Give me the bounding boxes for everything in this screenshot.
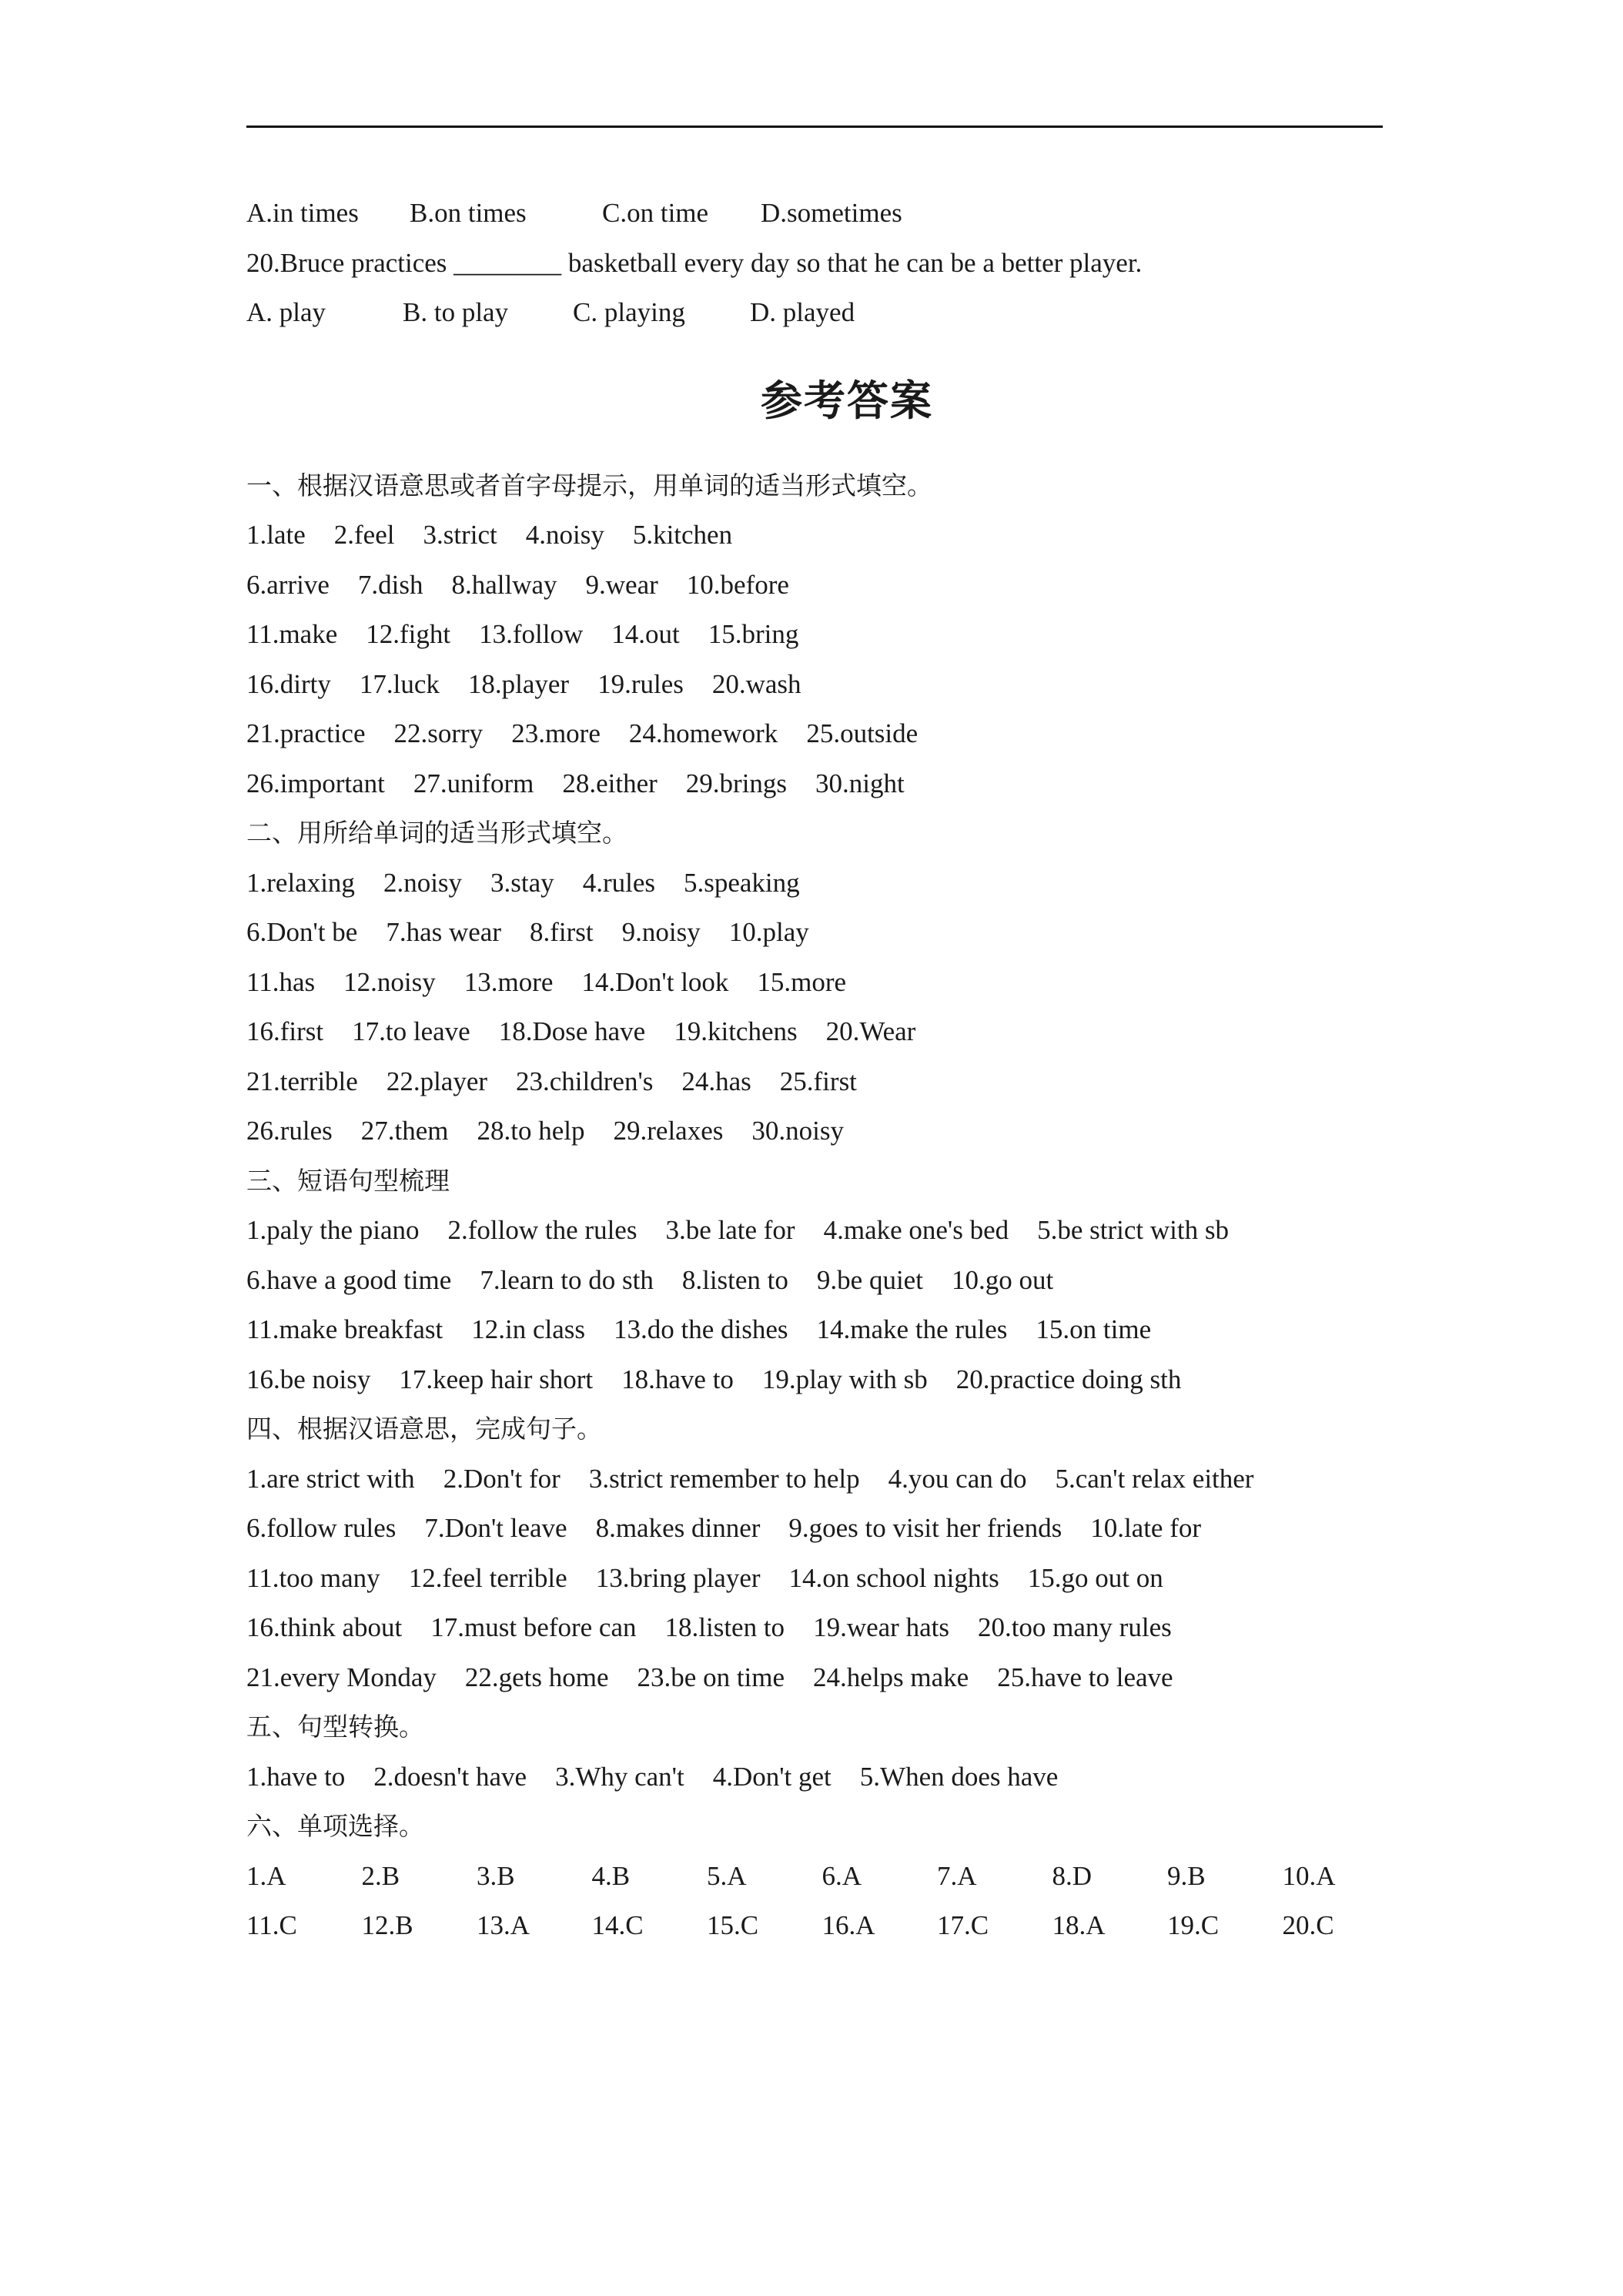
answer-item: 8.first [530, 917, 594, 947]
answer-item: 6.follow rules [246, 1513, 397, 1543]
answer-item: 9.B [1167, 1860, 1206, 1891]
answer-item: 19.C [1167, 1910, 1220, 1940]
answer-item: 11.make breakfast [246, 1314, 443, 1344]
answer-item: 5.kitchen [632, 520, 733, 550]
answer-line [246, 858, 1386, 909]
answer-item: 3.be late for [665, 1215, 795, 1245]
answer-line [246, 958, 1386, 1008]
answer-line [246, 1752, 1386, 1802]
answer-item: 22.gets home [464, 1662, 609, 1692]
answer-item: 20.Wear [825, 1016, 916, 1046]
answer-item: 13.more [463, 966, 554, 997]
answer-item: 18.A [1052, 1910, 1106, 1940]
answer-item: 2.noisy [383, 867, 463, 898]
answer-item: 13.A [477, 1910, 530, 1940]
answer-line [246, 1653, 1386, 1703]
answer-item: 19.play with sb [761, 1364, 928, 1394]
answer-item: 25.first [779, 1066, 857, 1096]
answer-item: 2.feel [333, 520, 395, 550]
answer-item: 11.C [246, 1910, 297, 1940]
answer-item: 1.are strict with [246, 1463, 415, 1494]
answer-item: 9.noisy [621, 917, 701, 947]
answer-item: 4.Don't get [712, 1761, 832, 1792]
answer-item: 9.be quiet [816, 1264, 923, 1295]
answer-item: 18.have to [621, 1364, 734, 1394]
answer-item: 15.go out on [1027, 1562, 1163, 1593]
answer-item: 6.A [822, 1860, 862, 1891]
answer-item: 22.player [386, 1066, 488, 1096]
answer-item: 7.has wear [386, 917, 501, 947]
answer-item: 1.relaxing [246, 867, 355, 898]
header-rule [246, 126, 1383, 128]
answer-item: 14.C [591, 1910, 644, 1940]
answer-item: 27.them [360, 1116, 449, 1146]
answer-item: 19.wear hats [813, 1612, 949, 1642]
answer-item: 11.make [246, 619, 338, 649]
answer-item: 25.have to leave [997, 1662, 1173, 1692]
answer-item: 18.Dose have [498, 1016, 646, 1046]
answer-item: 26.important [246, 768, 385, 798]
answer-item: 7.Don't leave [424, 1513, 567, 1543]
answer-item: 7.learn to do sth [480, 1264, 654, 1295]
answer-line [246, 1206, 1386, 1256]
answer-line [246, 1355, 1386, 1405]
answer-item: 7.dish [357, 569, 423, 600]
answer-item: 14.Don't look [581, 966, 729, 997]
answer-item: 3.B [477, 1860, 515, 1891]
answer-item: 20.practice doing sth [955, 1364, 1182, 1394]
answer-item: 6.Don't be [246, 917, 358, 947]
answer-line [246, 1454, 1386, 1504]
option-b: B.on times [410, 198, 527, 228]
answer-item: 4.you can do [888, 1463, 1027, 1494]
answer-item: 18.listen to [664, 1612, 785, 1642]
answer-item: 11.has [246, 966, 316, 997]
answer-item: 23.be on time [637, 1662, 785, 1692]
section-heading: 五、句型转换。 [246, 1712, 424, 1742]
section-heading: 三、短语句型梳理 [246, 1165, 450, 1196]
answer-item: 10.go out [951, 1264, 1054, 1295]
answer-item: 29.brings [685, 768, 788, 798]
answer-item: 2.Don't for [443, 1463, 561, 1494]
answer-section [246, 1404, 1386, 1702]
answer-item: 15.more [757, 966, 847, 997]
answer-item: 17.keep hair short [399, 1364, 594, 1394]
answer-item: 23.children's [516, 1066, 654, 1096]
answer-item: 7.A [937, 1860, 977, 1891]
answer-line [246, 561, 1386, 611]
section-heading: 一、根据汉语意思或者首字母提示，用单词的适当形式填空。 [246, 470, 932, 500]
answer-item: 2.B [361, 1860, 400, 1891]
answer-item: 1.paly the piano [246, 1215, 420, 1245]
answer-sections [246, 461, 1386, 1802]
answer-item: 21.practice [246, 718, 366, 748]
answer-line [246, 1256, 1386, 1306]
answer-item: 2.follow the rules [447, 1215, 637, 1245]
section-choice [246, 1802, 1386, 1951]
answer-item: 4.B [591, 1860, 631, 1891]
answer-item: 8.hallway [451, 569, 557, 600]
answer-line [246, 908, 1386, 958]
answer-item: 4.make one's bed [823, 1215, 1009, 1245]
answer-item: 3.strict remember to help [588, 1463, 860, 1494]
answer-item: 1.have to [246, 1761, 346, 1792]
answer-item: 10.A [1282, 1860, 1336, 1891]
answer-section [246, 1702, 1386, 1802]
answer-item: 18.player [467, 668, 570, 699]
section-heading: 六、单项选择。 [246, 1811, 424, 1841]
answer-item: 2.doesn't have [373, 1761, 527, 1792]
answer-line [246, 1106, 1386, 1156]
answer-item: 6.arrive [246, 569, 330, 600]
answer-line [246, 1603, 1386, 1653]
option-a: A. play [246, 297, 326, 327]
answer-item: 14.out [611, 619, 680, 649]
answer-line [246, 610, 1386, 660]
answer-item: 15.C [707, 1910, 759, 1940]
answer-line [246, 1007, 1386, 1057]
option-c: C. playing [573, 297, 685, 327]
answer-item: 24.helps make [813, 1662, 969, 1692]
answer-row [246, 1901, 1386, 1951]
answer-item: 13.follow [479, 619, 584, 649]
section-heading: 二、用所给单词的适当形式填空。 [246, 818, 627, 848]
answer-line [246, 709, 1386, 759]
answer-item: 28.either [562, 768, 658, 798]
answer-item: 28.to help [477, 1116, 585, 1146]
answer-item: 16.first [246, 1016, 324, 1046]
answer-line [246, 1554, 1386, 1604]
answer-item: 20.wash [711, 668, 801, 699]
answer-item: 26.rules [246, 1116, 333, 1146]
answer-item: 13.bring player [595, 1562, 761, 1593]
section-heading: 四、根据汉语意思，完成句子。 [246, 1414, 602, 1444]
answer-item: 24.has [681, 1066, 751, 1096]
answer-item: 5.When does have [859, 1761, 1059, 1792]
answer-item: 5.be strict with sb [1037, 1215, 1230, 1245]
answer-item: 8.D [1052, 1860, 1093, 1891]
answer-item: 21.every Monday [246, 1662, 437, 1692]
q20-options [246, 288, 1386, 338]
answer-item: 10.late for [1090, 1513, 1202, 1543]
option-d: D. played [750, 297, 855, 327]
answer-item: 1.late [246, 520, 306, 550]
option-b: B. to play [403, 297, 509, 327]
answer-item: 5.can't relax either [1055, 1463, 1254, 1494]
q20-stem: 20.Bruce practices ________ basketball every day so that he can be a better player. [246, 247, 1143, 278]
answer-item: 4.rules [582, 867, 655, 898]
answer-item: 12.noisy [343, 966, 436, 997]
option-d: D.sometimes [761, 198, 902, 228]
answer-item: 3.stay [490, 867, 554, 898]
answer-item: 16.A [822, 1910, 875, 1940]
answer-section [246, 461, 1386, 809]
answer-item: 30.noisy [751, 1116, 844, 1146]
answer-row [246, 1852, 1386, 1902]
answer-item: 14.on school nights [788, 1562, 999, 1593]
answer-item: 29.relaxes [613, 1116, 724, 1146]
answer-item: 13.do the dishes [614, 1314, 788, 1344]
answer-item: 10.play [728, 917, 809, 947]
answer-item: 20.C [1282, 1910, 1334, 1940]
answer-item: 8.makes dinner [595, 1513, 761, 1543]
answer-item: 16.dirty [246, 668, 331, 699]
answer-item: 4.noisy [525, 520, 604, 550]
answer-item: 19.kitchens [674, 1016, 798, 1046]
answer-line [246, 759, 1386, 809]
answer-item: 23.more [511, 718, 601, 748]
answer-item: 17.C [937, 1910, 989, 1940]
answer-section [246, 1156, 1386, 1405]
answer-item: 11.too many [246, 1562, 380, 1593]
answer-item: 6.have a good time [246, 1264, 452, 1295]
answer-item: 16.be noisy [246, 1364, 371, 1394]
answer-item: 8.listen to [681, 1264, 788, 1295]
answer-item: 27.uniform [413, 768, 534, 798]
answer-item: 25.outside [806, 718, 919, 748]
option-c: C.on time [602, 198, 709, 228]
answer-line [246, 1057, 1386, 1107]
answer-item: 12.fight [366, 619, 451, 649]
answer-item: 9.goes to visit her friends [788, 1513, 1062, 1543]
page-title: 参考答案 [761, 376, 933, 425]
answer-line [246, 1305, 1386, 1355]
answer-item: 17.to leave [352, 1016, 470, 1046]
answer-item: 9.wear [585, 569, 658, 600]
answer-item: 20.too many rules [977, 1612, 1172, 1642]
answer-item: 5.A [707, 1860, 747, 1891]
answer-item: 17.must before can [430, 1612, 637, 1642]
answer-item: 3.strict [423, 520, 497, 550]
answer-item: 12.in class [471, 1314, 586, 1344]
answer-section [246, 808, 1386, 1156]
answer-line [246, 510, 1386, 561]
answer-item: 21.terrible [246, 1066, 358, 1096]
answer-line [246, 1504, 1386, 1554]
answer-item: 3.Why can't [555, 1761, 684, 1792]
answer-item: 5.speaking [683, 867, 800, 898]
answer-item: 12.B [361, 1910, 413, 1940]
answer-item: 16.think about [246, 1612, 403, 1642]
answer-item: 19.rules [597, 668, 684, 699]
answer-item: 24.homework [628, 718, 778, 748]
document-body [246, 189, 1386, 1951]
q19-options [246, 189, 1386, 239]
answer-item: 15.bring [708, 619, 799, 649]
answer-item: 15.on time [1036, 1314, 1152, 1344]
answer-item: 1.A [246, 1860, 286, 1891]
answer-item: 10.before [686, 569, 789, 600]
answer-line [246, 660, 1386, 710]
answer-item: 22.sorry [393, 718, 484, 748]
option-a: A.in times [246, 198, 359, 228]
answer-item: 30.night [815, 768, 905, 798]
answer-item: 14.make the rules [816, 1314, 1008, 1344]
answer-item: 17.luck [359, 668, 440, 699]
answer-item: 12.feel terrible [408, 1562, 567, 1593]
